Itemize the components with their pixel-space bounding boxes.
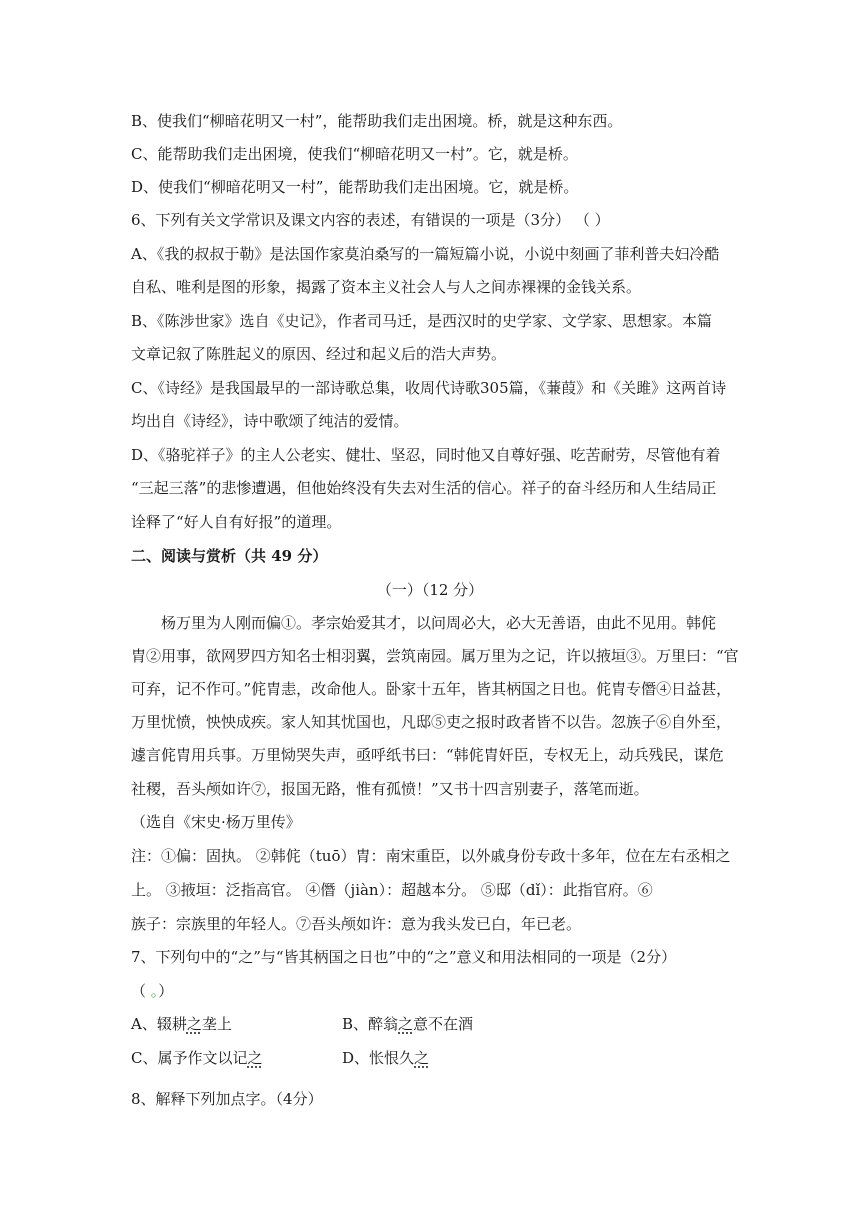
q7-option-d [342,1047,429,1069]
passage-line-3: 可弃，记不作可。”侂胄恚，改命他人。卧家十五年，皆其柄国之日也。侂胄专僭④日益甚， [131,680,732,698]
q7-option-a-text-end: 垄上 [201,1015,232,1033]
q8-stem: 8、解释下列加点字。（4分） [131,1090,323,1108]
q6-option-c-line2: 均出自《诗经》，诗中歌颂了纯洁的爱情。 [131,412,409,430]
q7-answer-blank [131,980,729,1002]
notes-line-1: 注：①偏：固执。 ②韩侂（tuō）胄：南宋重臣，以外戚身份专政十多年，位在左右丞相之 [131,847,731,865]
passage-source: （选自《宋史·杨万里传》 [131,813,301,831]
q7-option-b-dotted: 之 [398,1015,414,1033]
q7-option-c [131,1047,263,1069]
q6-option-d-line3: 诠释了“好人自有好报”的道理。 [131,513,342,531]
q7-option-d-text: D、怅恨久 [342,1049,415,1067]
q7-option-b-text-end: 意不在酒 [413,1015,474,1033]
passage-line-1: 杨万里为人刚而偏①。孝宗始爱其才，以问周必大，必大无善语，由此不见用。韩侂 [161,614,717,632]
passage-line-6: 社稷，吾头颅如许⑦，报国无路，惟有孤愤！”又书十四言别妻子，落笔而逝。 [131,780,649,798]
q7-option-a [131,1013,232,1035]
q7-stem: 7、下列句中的“之”与“皆其柄国之日也”中的“之”意义和用法相同的一项是（2分） [131,948,677,966]
q7-option-c-text: C、属予作文以记 [131,1049,248,1067]
q6-option-a-line2: 自私、唯利是图的形象，揭露了资本主义社会人与人之间赤裸裸的金钱关系。 [131,278,642,296]
q6-option-b-line2: 文章记叙了陈胜起义的原因、经过和起义后的浩大声势。 [131,345,507,363]
q5-option-d: D、使我们“柳暗花明又一村”，能帮助我们走出困境。它，就是桥。 [131,178,579,196]
q6-option-d-line1: D、《骆驼祥子》的主人公老实、健壮、坚忍，同时他又自尊好强、吃苦耐劳，尽管他有着 [131,446,721,464]
q6-stem: 6、下列有关文学常识及课文内容的表述，有错误的一项是（3分） （ ） [131,211,610,229]
passage-line-5: 遽言侂胄用兵事。万里恸哭失声，亟呼纸书曰：“韩侂胄奸臣，专权无上，动兵残民，谋危 [131,746,724,764]
notes-line-2: 上。 ③掖垣：泛指高官。 ④僭（jiàn）：超越本分。 ⑤邸（dǐ）：此指官府。⑥ [131,881,653,899]
q7-option-c-dotted: 之 [247,1049,263,1067]
q7-answer-mark: 。 [150,982,159,1000]
section-heading: 二、阅读与赏析（共 49 分） [131,547,328,565]
q5-option-b: B、使我们“柳暗花明又一村”，能帮助我们走出困境。桥，就是这种东西。 [131,112,623,130]
q7-option-a-dotted: 之 [186,1015,202,1033]
q5-option-c: C、能帮助我们走出困境，使我们“柳暗花明又一村”。它，就是桥。 [131,145,578,163]
passage-line-4: 万里忧愤，怏怏成疾。家人知其忧国也，凡邸⑤吏之报时政者皆不以告。忽族子⑥自外至， [131,713,732,731]
part-title: （一）（12 分） [376,581,484,599]
q6-option-c-line1: C、《诗经》是我国最早的一部诗歌总集，收周代诗歌305篇，《蒹葭》和《关雎》这两首诗 [131,379,727,397]
q7-option-d-dotted: 之 [414,1049,430,1067]
q6-option-a-line1: A、《我的叔叔于勒》是法国作家莫泊桑写的一篇短篇小说，小说中刻画了菲利普夫妇冷酷 [131,245,720,263]
q7-paren-close: ） [158,982,174,1000]
notes-line-3: 族子：宗族里的年轻人。⑦吾头颅如许：意为我头发已白，年已老。 [131,915,582,933]
q7-option-a-text: A、辍耕 [131,1015,187,1033]
q7-paren-open: （ [131,982,151,1000]
q6-option-d-line2: “三起三落”的悲惨遭遇，但他始终没有失去对生活的信心。祥子的奋斗经历和人生结局正 [131,479,717,497]
passage-line-2: 胄②用事，欲网罗四方知名士相羽翼，尝筑南园。属万里为之记，许以掖垣③。万里曰：“官 [131,647,739,665]
q7-option-b-text: B、醉翁 [342,1015,399,1033]
q6-option-b-line1: B、《陈涉世家》选自《史记》，作者司马迁，是西汉时的史学家、文学家、思想家。本篇 [131,312,713,330]
q7-option-b [342,1013,473,1035]
